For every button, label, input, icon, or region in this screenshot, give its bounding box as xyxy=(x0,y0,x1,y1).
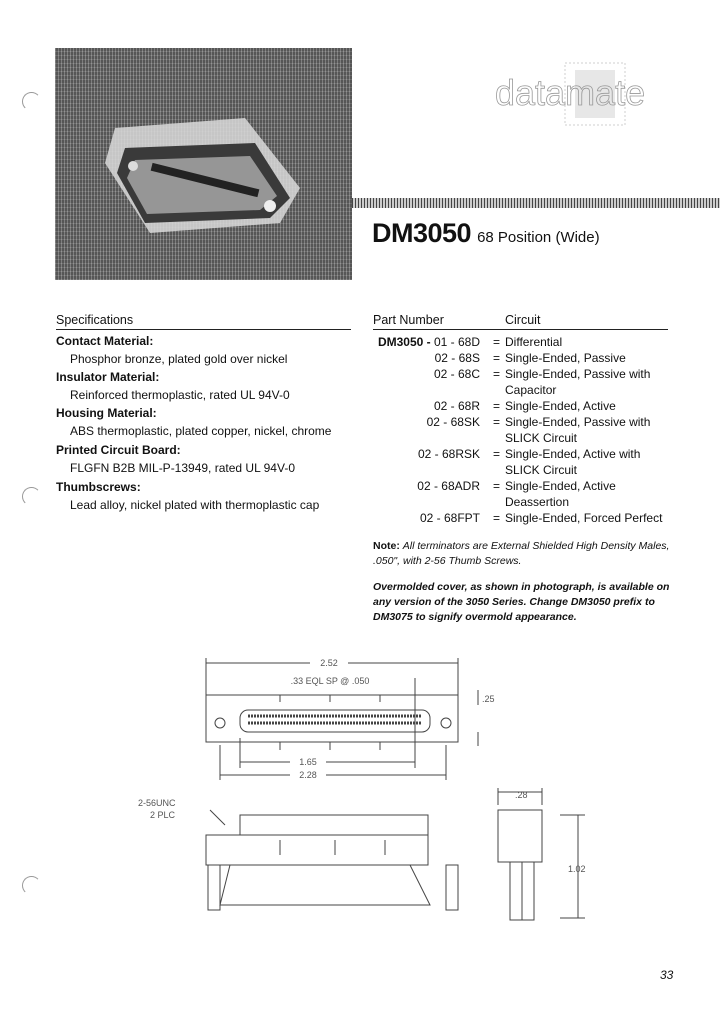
part-number-cell: 02 - 68RSK xyxy=(417,447,480,461)
dim-overall-width: 2.52 xyxy=(320,658,338,668)
table-row xyxy=(373,383,673,399)
circuit-cell: Single-Ended, Active xyxy=(505,479,616,493)
circuit-cell: Deassertion xyxy=(505,495,570,509)
datamate-logo xyxy=(495,55,675,130)
part-number-cell: 02 - 68C xyxy=(433,367,480,381)
table-row xyxy=(373,447,673,463)
circuit-cell: Differential xyxy=(505,335,563,349)
circuit-cell: Single-Ended, Passive with xyxy=(505,367,651,381)
part-number-cell: 02 - 68ADR xyxy=(417,479,480,493)
page-number: 33 xyxy=(660,968,674,982)
part-number-title: DM3050 xyxy=(372,218,472,248)
header-rule xyxy=(352,198,720,208)
dim-contact-pitch: .33 EQL SP @ .050 xyxy=(290,676,370,686)
circuit-cell: Single-Ended, Active with xyxy=(505,447,641,461)
circuit-cell: Single-Ended, Passive with xyxy=(505,415,651,429)
dim-overall-depth: 1.02 xyxy=(568,864,586,874)
dim-height: .25 xyxy=(482,694,495,704)
spec-label: Insulator Material: xyxy=(56,370,160,384)
title-subtitle: 68 Position (Wide) xyxy=(477,229,600,246)
spec-value: Lead alloy, nickel plated with thermoplastic cap xyxy=(70,498,320,512)
spec-label: Contact Material: xyxy=(56,334,154,348)
table-row xyxy=(373,463,673,479)
part-number-cell: 02 - 68R xyxy=(433,399,480,413)
specifications-heading: Specifications xyxy=(56,313,351,330)
equals-sign: = xyxy=(493,335,501,349)
spec-label: Thumbscrews: xyxy=(56,480,141,494)
table-row xyxy=(373,367,673,383)
circuit-cell: Single-Ended, Active xyxy=(505,399,616,413)
table-row xyxy=(373,399,673,415)
circuit-cell: SLICK Circuit xyxy=(505,463,578,477)
column-header-circuit: Circuit xyxy=(505,313,541,327)
part-number-cell: DM3050 - 01 - 68D xyxy=(377,335,480,349)
table-row xyxy=(373,335,673,351)
screw-thread-label: 2-56UNC xyxy=(138,798,176,808)
product-photo xyxy=(55,48,352,280)
note xyxy=(373,539,673,569)
table-row xyxy=(373,431,673,447)
binder-hole-top xyxy=(22,92,41,111)
circuit-cell: Single-Ended, Forced Perfect xyxy=(505,511,663,525)
part-number-cell: 02 - 68FPT xyxy=(419,511,480,525)
equals-sign: = xyxy=(493,399,501,413)
table-row xyxy=(373,495,673,511)
circuit-cell: Capacitor xyxy=(505,383,557,397)
spec-value: FLGFN B2B MIL-P-13949, rated UL 94V-0 xyxy=(70,461,295,475)
dim-screw-spacing-inner: 1.65 xyxy=(299,757,317,767)
parts-table-header xyxy=(373,313,668,330)
overmold-note: Overmolded cover, as shown in photograph, is available on any version of the 3050 Series. Change DM3050 prefix to DM3075 to signify overmold appearance. xyxy=(373,581,670,623)
technical-drawing xyxy=(130,650,610,930)
table-row xyxy=(373,415,673,431)
note-label: Note: xyxy=(373,540,400,552)
spec-value: ABS thermoplastic, plated copper, nickel, chrome xyxy=(70,424,332,438)
equals-sign: = xyxy=(493,415,501,429)
equals-sign: = xyxy=(493,511,501,525)
spec-label: Housing Material: xyxy=(56,406,157,420)
equals-sign: = xyxy=(493,367,501,381)
part-number-cell: 02 - 68S xyxy=(434,351,480,365)
table-row xyxy=(373,479,673,495)
equals-sign: = xyxy=(493,447,501,461)
spec-label: Printed Circuit Board: xyxy=(56,443,181,457)
spec-value: Phosphor bronze, plated gold over nickel xyxy=(70,352,288,366)
circuit-cell: Single-Ended, Passive xyxy=(505,351,626,365)
screw-qty-label: 2 PLC xyxy=(150,810,176,820)
spec-value: Reinforced thermoplastic, rated UL 94V-0 xyxy=(70,388,290,402)
part-number-cell: 02 - 68SK xyxy=(426,415,480,429)
note-text: All terminators are External Shielded High Density Males, .050", with 2-56 Thumb Screws. xyxy=(373,540,670,567)
table-row xyxy=(373,511,673,527)
column-header-part-number: Part Number xyxy=(373,313,444,327)
binder-hole-bottom xyxy=(22,876,41,895)
svg-text:datamate: datamate xyxy=(495,72,646,113)
equals-sign: = xyxy=(493,351,501,365)
circuit-cell: SLICK Circuit xyxy=(505,431,578,445)
dim-depth: .28 xyxy=(515,790,528,800)
table-row xyxy=(373,351,673,367)
equals-sign: = xyxy=(493,479,501,493)
binder-hole-middle xyxy=(22,487,41,506)
page-title xyxy=(372,218,600,249)
dim-screw-spacing-outer: 2.28 xyxy=(299,770,317,780)
